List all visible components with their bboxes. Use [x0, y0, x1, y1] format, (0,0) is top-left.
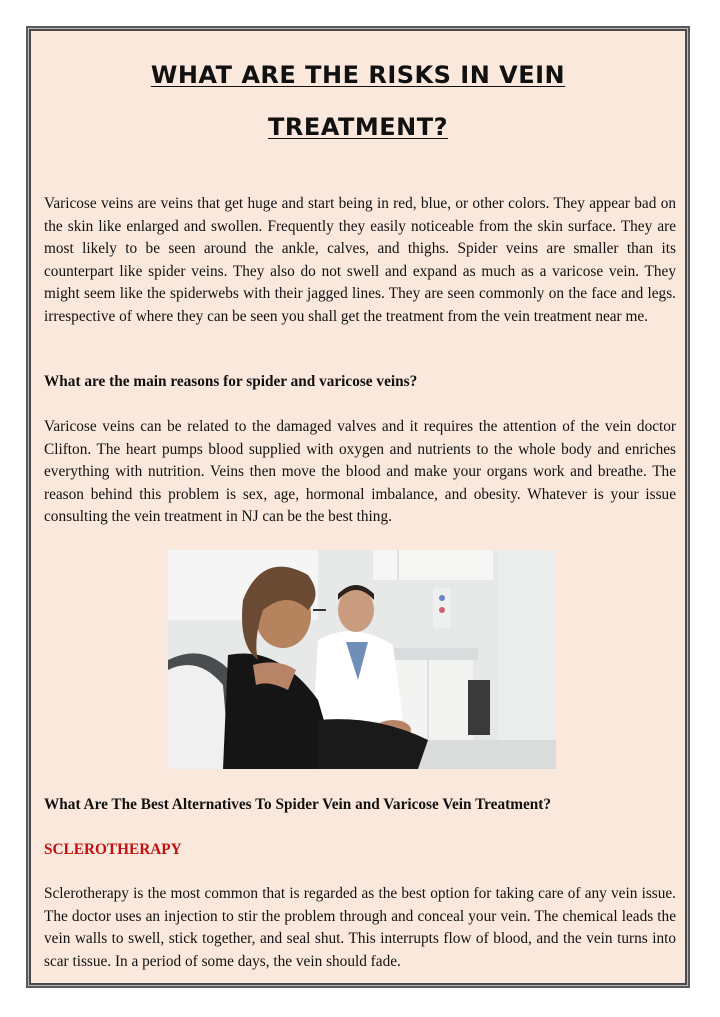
section-heading-alternatives: What Are The Best Alternatives To Spider Vein and Varicose Vein Treatment?: [44, 796, 551, 813]
section-heading-reasons: What are the main reasons for spider and varicose veins?: [44, 373, 418, 390]
title-line-1: WHAT ARE THE RISKS IN VEIN: [150, 61, 566, 89]
sclerotherapy-paragraph: Sclerotherapy is the most common that is regarded as the best option for taking care of any vein issue. The doctor uses an injection to stir the problem through and conceal your vein. The chemical leads the vein walls to swell, stick together, and seal shut. This interrupts flow of blood, and the vein turns into scar tissue. In a period of some days, the vein should fade.: [44, 885, 676, 970]
document-page: [29, 29, 687, 985]
page-title: [31, 49, 685, 153]
title-line-2: TREATMENT?: [268, 113, 448, 141]
reasons-paragraph: Varicose veins can be related to the damaged valves and it requires the attention of the vein doctor Clifton. The heart pumps blood supplied with oxygen and nutrients to the whole body and enriches everything with nutrition. Veins then move the blood and make your organs work and breathe. The reason behind this problem is sex, age, hormonal imbalance, and obesity. Whatever is your issue consulting the vein treatment in NJ can be the best thing.: [44, 418, 676, 526]
section-heading-sclerotherapy: SCLEROTHERAPY: [44, 841, 182, 858]
consultation-photo: [168, 550, 556, 769]
intro-paragraph: Varicose veins are veins that get huge and start being in red, blue, or other colors. They appear bad on the skin like enlarged and swollen. Frequently they easily noticeable from the skin surface. They are most likely to be seen around the ankle, calves, and thighs. Spider veins are smaller than its counterpart like spider veins. They also do not swell and expand as much as a varicose vein. They might seem like the spiderwebs with their jagged lines. They are seen commonly on the face and legs. irrespective of where they can be seen you shall get the treatment from the vein treatment near me.: [44, 195, 676, 325]
